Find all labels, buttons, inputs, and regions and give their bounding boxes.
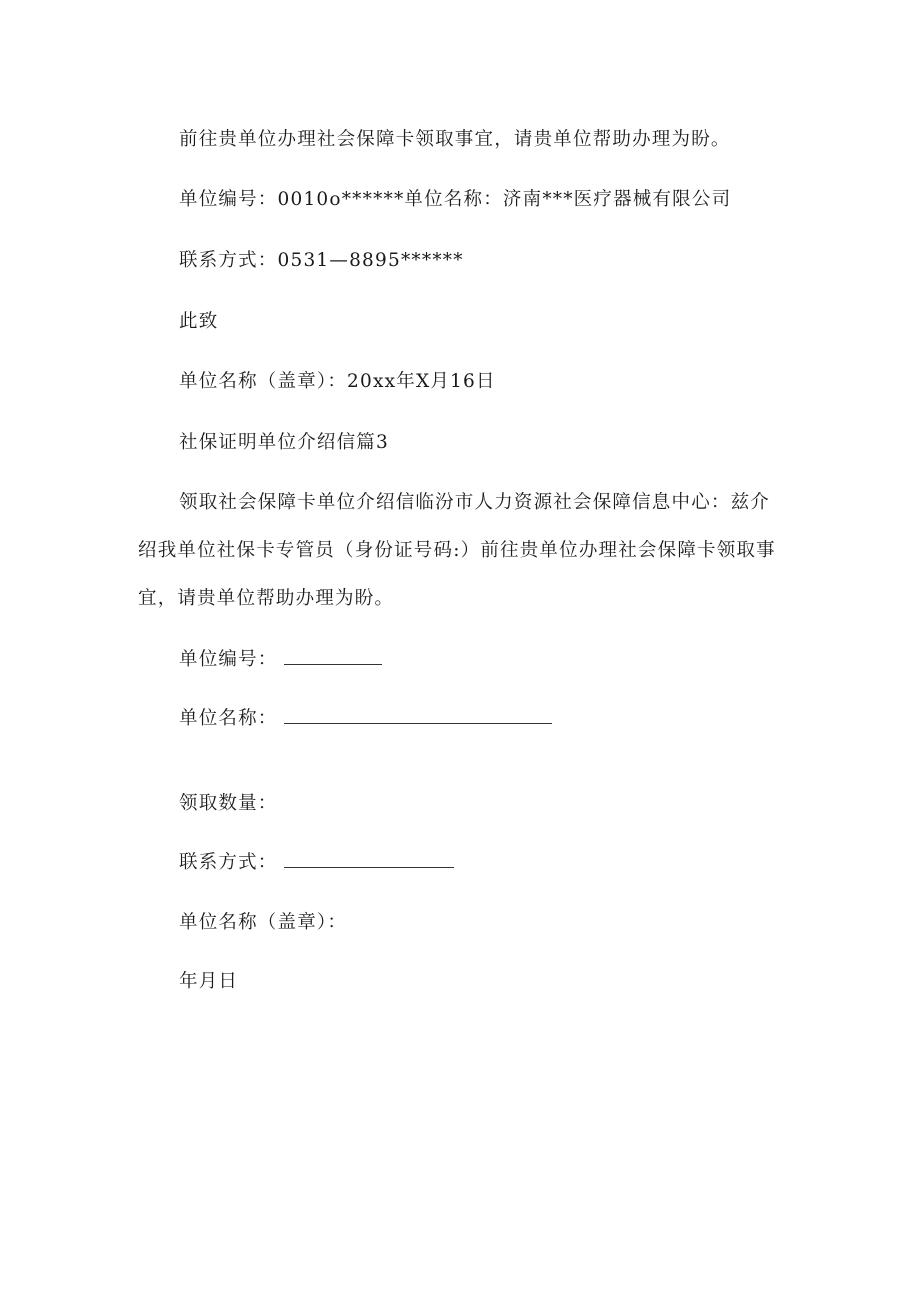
form-unit-name-blank — [284, 707, 552, 724]
form-unit-name-label: 单位名称： — [179, 708, 278, 729]
form-quantity: 领取数量： — [179, 793, 278, 814]
form-date: 年月日 — [179, 971, 239, 992]
form-contact — [179, 851, 454, 875]
form-stamp: 单位名称（盖章）： — [179, 912, 348, 933]
form-contact-label: 联系方式： — [179, 852, 278, 873]
form-unit-name — [179, 707, 552, 731]
form-unit-code — [179, 648, 382, 672]
form-unit-code-blank — [284, 648, 382, 665]
letter-paragraph-line-2: 绍我单位社保卡专管员（身份证号码:）前往贵单位办理社会保障卡领取事 — [138, 540, 776, 561]
section-title: 社保证明单位介绍信篇3 — [179, 432, 389, 453]
letter-paragraph-line-3: 宜，请贵单位帮助办理为盼。 — [138, 588, 395, 609]
contact-line: 联系方式：0531—8895****** — [179, 250, 464, 271]
unit-code-and-name-line: 单位编号：0010o******单位名称：济南***医疗器械有限公司 — [179, 189, 732, 210]
closing-salutation: 此致 — [179, 311, 219, 332]
form-unit-code-label: 单位编号： — [179, 649, 278, 670]
paragraph-continuation: 前往贵单位办理社会保障卡领取事宜，请贵单位帮助办理为盼。 — [179, 129, 731, 150]
form-contact-blank — [284, 851, 454, 868]
letter-paragraph-line-1: 领取社会保障卡单位介绍信临汾市人力资源社会保障信息中心：兹介 — [179, 492, 771, 513]
stamp-date-line: 单位名称（盖章）：20xx年X月16日 — [179, 371, 496, 392]
